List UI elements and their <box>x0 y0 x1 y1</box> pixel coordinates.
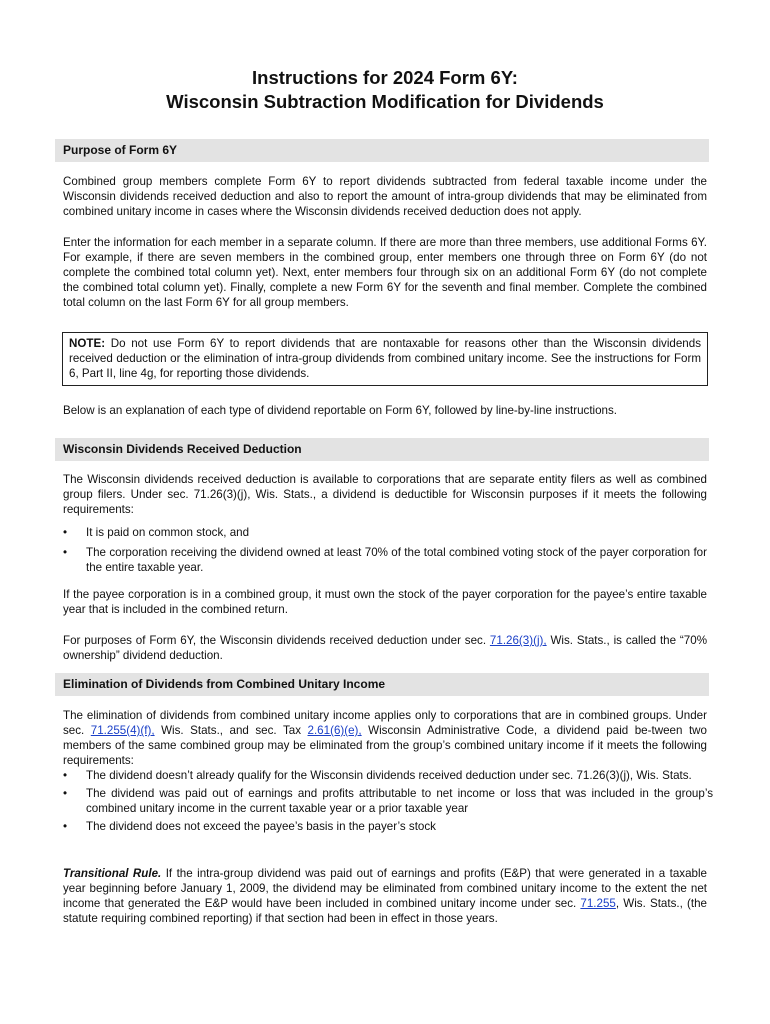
statute-link-71-255[interactable]: 71.255 <box>580 897 616 910</box>
purpose-paragraph-1: Combined group members complete Form 6Y to report dividends subtracted from federal taxable income under the Wisconsin dividends received deduction and also to report the amount of intra-group dividends that may be eliminated from combined unitary income in cases where the Wisconsin dividends received deduction does not apply. <box>63 175 707 218</box>
drd-paragraph-1: The Wisconsin dividends received deduction is available to corporations that are separate entity filers as well as combined group filers. Under sec. 71.26(3)(j), Wis. Stats., a dividend is deductible for Wisconsin purposes if it meets the following requirements: <box>63 473 707 516</box>
bullet-icon: • <box>63 546 68 559</box>
title-line-1: Instructions for 2024 Form 6Y: <box>252 67 518 88</box>
note-label: NOTE: <box>69 337 106 350</box>
drd-paragraph-3: For purposes of Form 6Y, the Wisconsin dividends received deduction under sec. 71.26(3)(j), Wis. Stats., is called the “70% ownership” dividend deduction. <box>63 634 707 662</box>
bullet-icon: • <box>63 787 68 800</box>
transitional-rule-paragraph: Transitional Rule. If the intra-group dividend was paid out of earnings and profits (E&P) that were generated in a taxable year beginning before January 1, 2009, the dividend may be eliminated from combined unitary income to the extent the net income that generated the E&P would have been included in combined unitary income under sec. 71.255, Wis. Stats., (the statute requiring combined reporting) if that section had been in effect in those years. <box>63 867 707 925</box>
list-item: • The dividend was paid out of earnings and profits attributable to net income or loss that was included in the group’s combined unitary income in the current taxable year or a prior taxable year <box>63 787 713 815</box>
drd-requirements-list <box>63 525 707 575</box>
statute-link-71-26-3-j[interactable]: 71.26(3)(j), <box>489 634 547 647</box>
section-heading-elimination: Elimination of Dividends from Combined Unitary Income <box>55 673 709 696</box>
elimination-paragraph-1: The elimination of dividends from combined unitary income applies only to corporations that are in combined groups. Under sec. 71.255(4)(f), Wis. Stats., and sec. Tax 2.61(6)(e), Wisconsin Administrative Code, a dividend paid be-tween two members of the same combined group may be eliminated from the group’s combined unitary income if it meets the following requirements: <box>63 709 707 767</box>
transitional-rule-label: Transitional Rule. <box>63 867 162 880</box>
bullet-icon: • <box>63 526 68 539</box>
list-item: • The dividend doesn’t already qualify for the Wisconsin dividends received deduction under sec. 71.26(3)(j), Wis. Stats. <box>63 769 692 782</box>
bullet-icon: • <box>63 820 68 833</box>
list-item: • The dividend does not exceed the payee’s basis in the payer’s stock <box>63 820 436 833</box>
statute-link-71-255-4-f[interactable]: 71.255(4)(f), <box>90 724 155 737</box>
elimination-requirements-list <box>63 768 713 834</box>
section-heading-purpose: Purpose of Form 6Y <box>55 139 709 162</box>
purpose-paragraph-2: Enter the information for each member in a separate column. If there are more than three members, use additional Forms 6Y. For example, if there are seven members in the combined group, enter members one through three on Form 6Y (do not complete the combined total column yet). Next, enter members four through six on an additional Form 6Y (do not complete the combined total column yet). Finally, complete a new Form 6Y for the seventh and final member. Complete the combined total column on the last Form 6Y for all group members. <box>63 236 707 309</box>
title-line-2: Wisconsin Subtraction Modification for Dividends <box>166 91 604 112</box>
note-text: Do not use Form 6Y to report dividends that are nontaxable for reasons other than the Wisconsin dividends received deduction or the elimination of intra-group dividends from combined unitary income. See the instructions for Form 6, Part II, line 4g, for reporting those dividends. <box>69 337 701 380</box>
bullet-icon: • <box>63 769 68 782</box>
page-title <box>0 66 770 114</box>
below-explanation: Below is an explanation of each type of dividend reportable on Form 6Y, followed by line-by-line instructions. <box>63 404 618 417</box>
note-box <box>62 332 708 386</box>
admin-code-link-2-61-6-e[interactable]: 2.61(6)(e), <box>307 724 362 737</box>
section-heading-drd: Wisconsin Dividends Received Deduction <box>55 438 709 461</box>
list-item: • The corporation receiving the dividend owned at least 70% of the total combined voting stock of the payer corporation for the entire taxable year. <box>63 546 707 574</box>
list-item: • It is paid on common stock, and <box>63 526 250 539</box>
drd-paragraph-2: If the payee corporation is in a combined group, it must own the stock of the payer corporation for the payee’s entire taxable year that is included in the combined return. <box>63 588 707 616</box>
